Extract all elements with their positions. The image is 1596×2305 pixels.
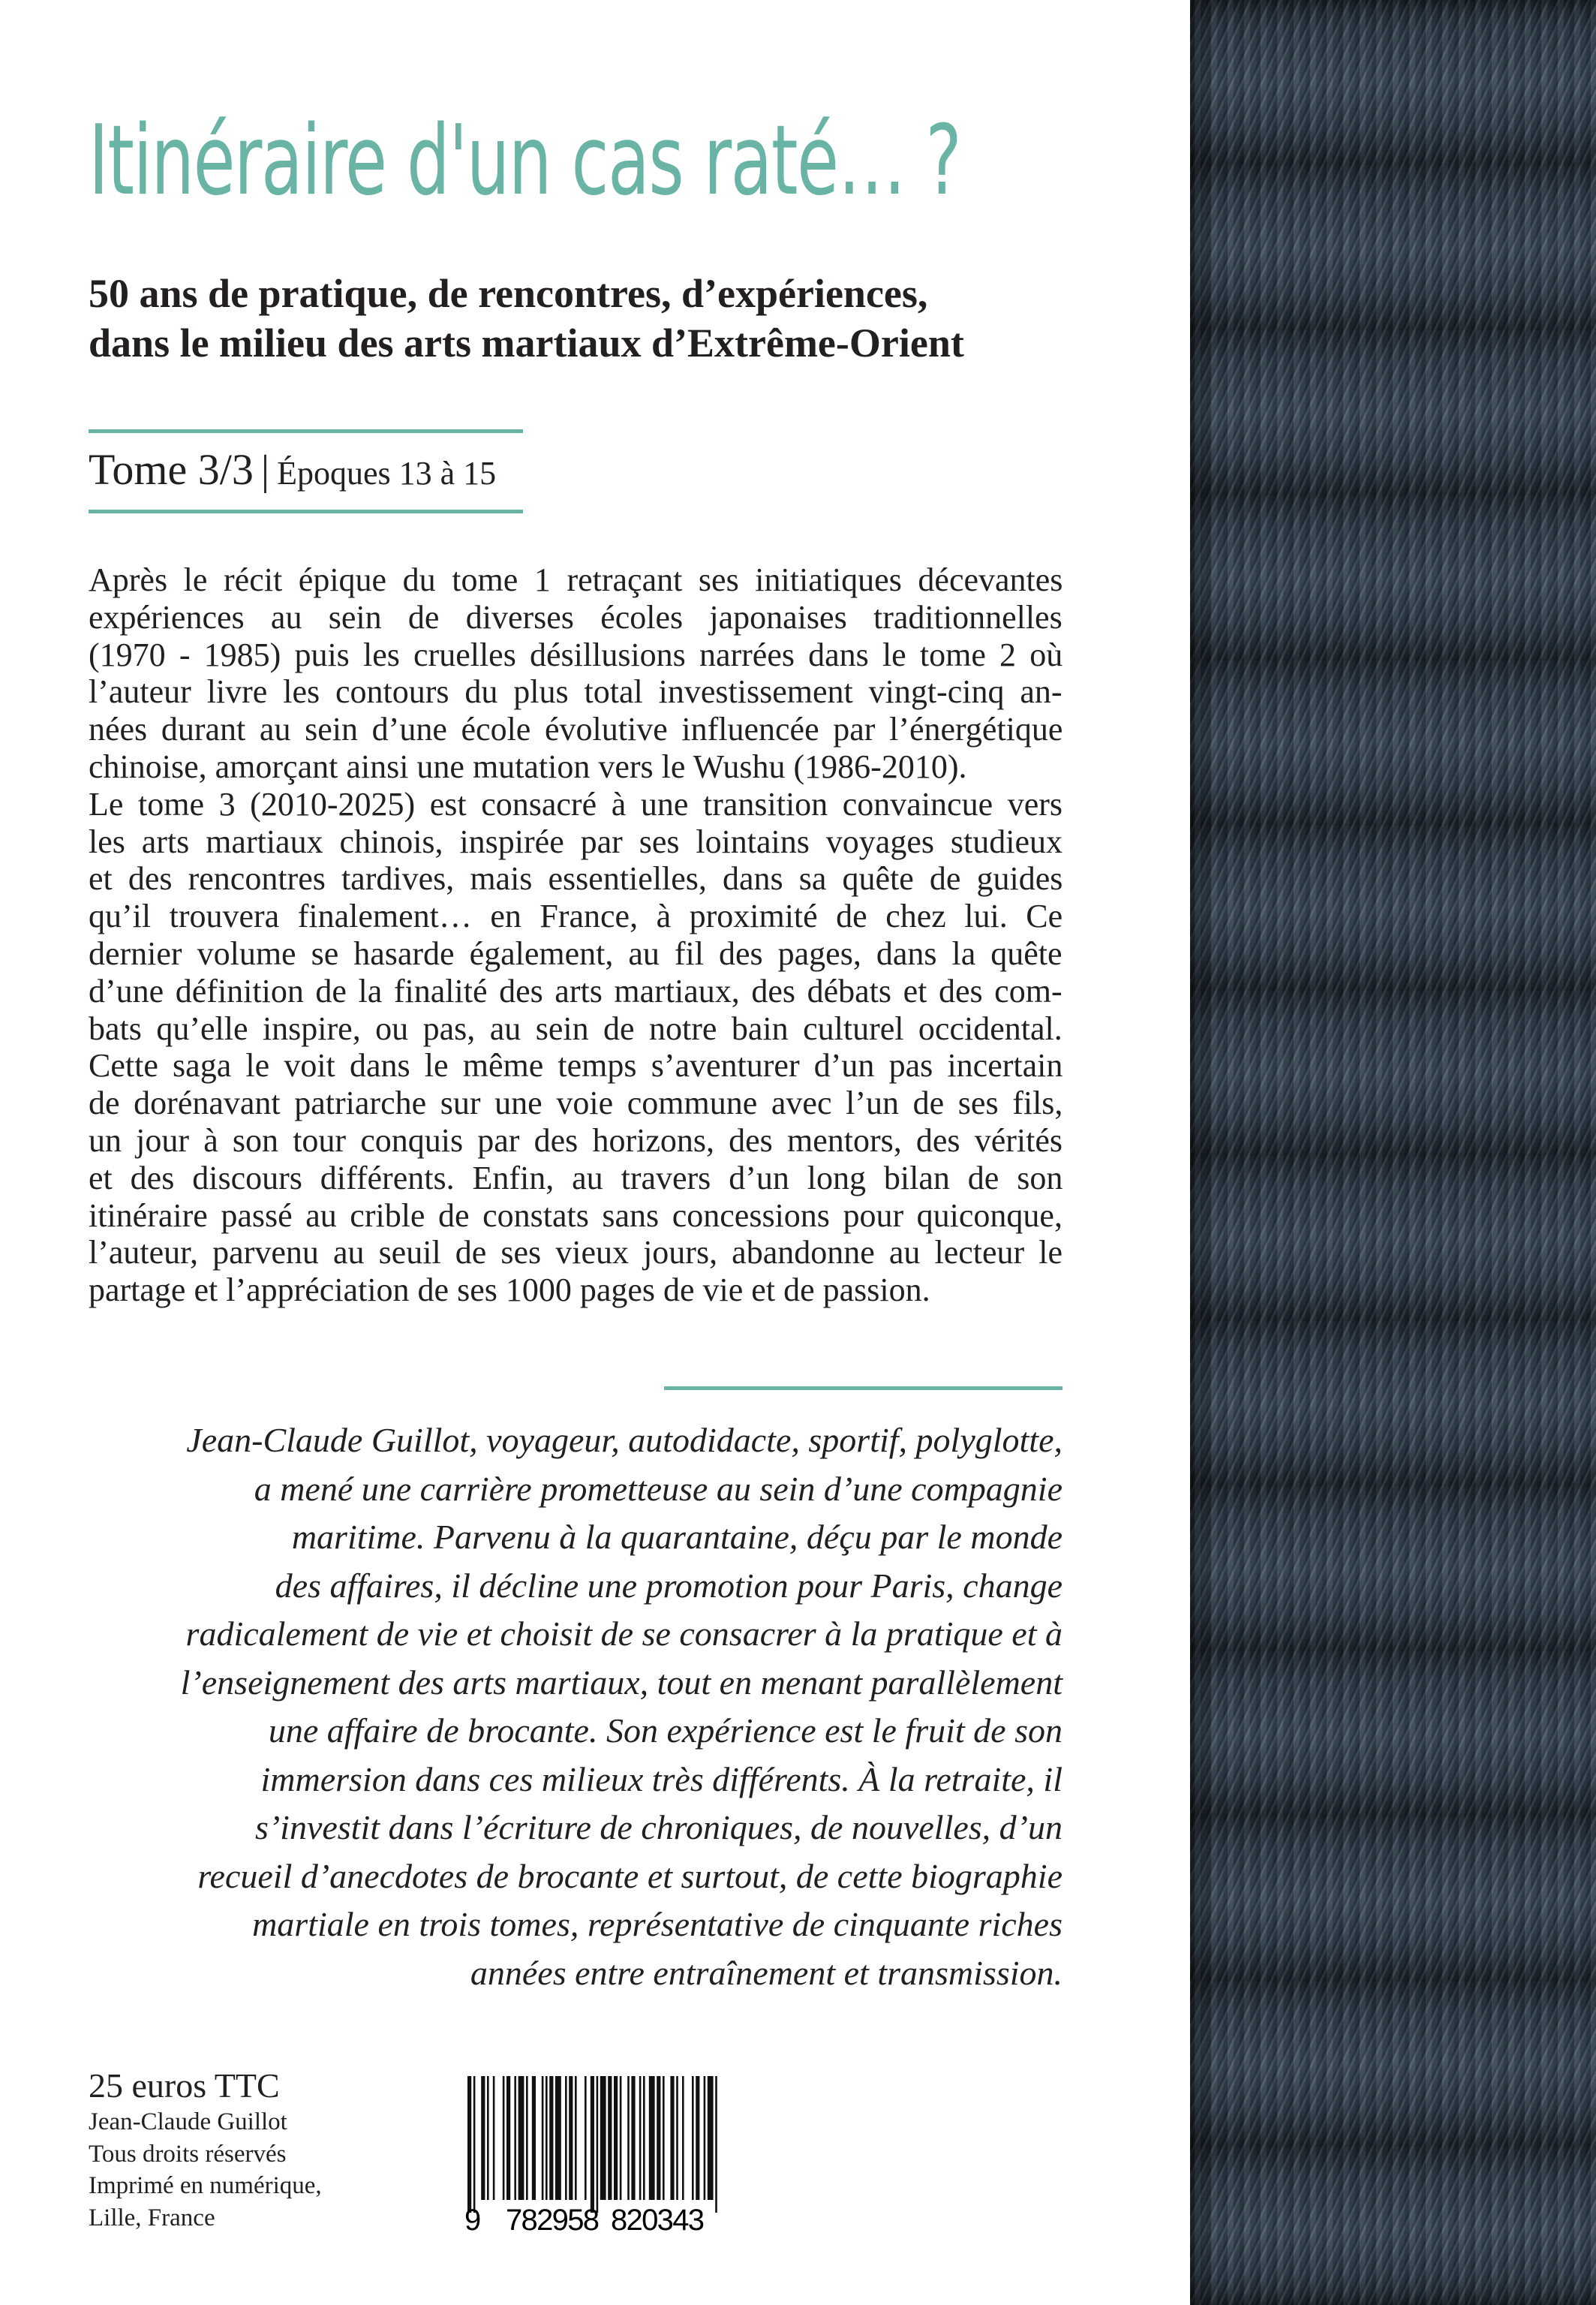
summary-line: Cette saga le voit dans le même temps s’aventurer d’un pas incertain: [89, 1047, 1063, 1085]
bio-line: martiale en trois tomes, représentative de cinquante riches: [252, 1905, 1062, 1943]
summary-line: partage et l’appréciation de ses 1000 pages de vie et de passion.: [89, 1271, 930, 1309]
summary-line: de dorénavant patriarche sur une voie commune avec l’un de ses fils,: [89, 1085, 1063, 1122]
bio-line: maritime. Parvenu à la quarantaine, déçu par le monde: [291, 1518, 1062, 1556]
divider: [89, 510, 523, 513]
barcode-bar: [631, 2076, 635, 2200]
summary-line: l’auteur, parvenu au seuil de ses vieux jours, abandonne au lecteur le: [89, 1234, 1063, 1271]
summary-line: dernier volume se hasarde également, au fil des pages, dans la quête: [89, 934, 1062, 972]
book-subtitle: [89, 269, 964, 368]
bio-line: années entre entraînement et transmission.: [470, 1953, 1062, 1992]
barcode-bar: [649, 2076, 655, 2200]
barcode-bar: [591, 2076, 594, 2213]
barcode-bar: [639, 2076, 642, 2200]
barcode-bar: [600, 2076, 606, 2200]
imprint-line: Lille, France: [89, 2204, 215, 2231]
summary-line: itinéraire passé au crible de constats sans concessions pour quiconque,: [89, 1196, 1062, 1234]
divider: [664, 1386, 1062, 1390]
barcode-digit-first: 9: [464, 2204, 482, 2234]
bio-line: l’enseignement des arts martiaux, tout en menant parallèlement: [180, 1663, 1062, 1702]
summary-line: Après le récit épique du tome 1 retraçant ses initiatiques décevantes: [89, 561, 1063, 598]
summary-line: et des discours différents. Enfin, au travers d’un long bilan de son: [89, 1159, 1063, 1196]
bio-line: a mené une carrière prometteuse au sein d’une compagnie: [254, 1469, 1062, 1508]
barcode-bar: [670, 2076, 674, 2200]
barcode-bar: [549, 2076, 553, 2200]
barcode-bar: [663, 2076, 665, 2200]
epoques-label: Époques 13 à 15: [277, 455, 497, 492]
bio-line: des affaires, il décline une promotion pour Paris, change: [275, 1566, 1062, 1605]
bio-line: Jean-Claude Guillot, voyageur, autodidacte, sportif, polyglotte,: [186, 1421, 1062, 1459]
summary-line: expériences au sein de diverses écoles japonaises traditionnelles: [89, 598, 1062, 636]
price: 25 euros TTC: [89, 2066, 280, 2105]
tome-label: Tome 3/3: [89, 445, 254, 494]
subtitle-line: dans le milieu des arts martiaux d’Extrême-Orient: [89, 320, 964, 366]
summary-line: d’une définition de la finalité des arts martiaux, des débats et des com-: [89, 972, 1062, 1010]
barcode-bar: [473, 2076, 476, 2213]
summary-line: nées durant au sein d’une école évolutive influencée par l’énergétique: [89, 711, 1063, 748]
barcode-bar: [526, 2076, 528, 2200]
barcode-bar: [692, 2076, 694, 2200]
barcode-bar: [532, 2076, 536, 2200]
barcode-bar: [715, 2076, 717, 2213]
imprint-line: Imprimé en numérique,: [89, 2172, 322, 2199]
barcode-bar: [696, 2076, 699, 2200]
book-title: Itinéraire d'un cas raté… ?: [89, 105, 961, 217]
summary-text: [89, 561, 1062, 1309]
barcode-bar: [555, 2076, 561, 2200]
barcode-bar: [493, 2076, 495, 2200]
summary-line: et des rencontres tardives, mais essentielles, dans sa quête de guides: [89, 860, 1063, 898]
summary-line: l’auteur livre les contours du plus total investissement vingt-cinq an-: [89, 673, 1062, 711]
barcode-bar: [585, 2076, 587, 2200]
bio-line: radicalement de vie et choisit de se consacrer à la pratique et à: [185, 1614, 1062, 1653]
separator: |: [260, 447, 270, 494]
barcode-digits-right: 820343: [611, 2204, 705, 2234]
barcode-bar: [704, 2076, 706, 2200]
barcode-bar: [708, 2076, 714, 2200]
summary-line: bats qu’elle inspire, ou pas, au sein de notre bain culturel occidental.: [89, 1010, 1062, 1047]
subtitle-line: 50 ans de pratique, de rencontres, d’expériences,: [89, 271, 928, 316]
summary-line: Le tome 3 (2010-2025) est consacré à une transition convaincue vers: [89, 785, 1063, 823]
barcode-bar: [467, 2076, 471, 2213]
barcode-bar: [676, 2076, 678, 2200]
barcode-bar: [506, 2076, 510, 2200]
barcode-bar: [597, 2076, 599, 2213]
bio-line: s’investit dans l’écriture de chroniques, de nouvelles, d’un: [254, 1808, 1062, 1846]
volume-info: [89, 444, 496, 495]
barcode-bar: [503, 2076, 505, 2200]
barcode-digits-left: 782958: [506, 2204, 600, 2234]
bio-line: recueil d’anecdotes de brocante et surtout, de cette biographie: [197, 1856, 1062, 1895]
barcode-bar: [627, 2076, 630, 2200]
bio-line: une affaire de brocante. Son expérience est le fruit de son: [268, 1711, 1062, 1750]
imprint-line: Jean-Claude Guillot: [89, 2108, 287, 2135]
barcode-bar: [569, 2076, 573, 2200]
barcode-bar: [481, 2076, 485, 2200]
barcode-bar: [518, 2076, 524, 2200]
bio-line: immersion dans ces milieux très différents. À la retraite, il: [260, 1759, 1062, 1798]
barcode-bar: [575, 2076, 577, 2200]
barcode-bar: [608, 2076, 612, 2200]
summary-line: un jour à son tour conquis par des horizons, des mentors, des vérités: [89, 1121, 1062, 1159]
imprint-line: Tous droits réservés: [89, 2140, 287, 2168]
author-bio: [89, 1416, 1062, 1997]
barcode-bar: [614, 2076, 618, 2200]
summary-line: chinoise, amorçant ainsi une mutation vers le Wushu (1986-2010).: [89, 748, 967, 785]
summary-line: les arts martiaux chinois, inspirée par ses lointains voyages studieux: [89, 823, 1062, 860]
summary-line: qu’il trouvera finalement… en France, à proximité de chez lui. Ce: [89, 898, 1063, 935]
barcode-bar: [657, 2076, 660, 2200]
isbn-barcode: [464, 2076, 723, 2234]
barcode-bar: [620, 2076, 622, 2200]
barcode-bar: [514, 2076, 516, 2200]
barcode-bar: [487, 2076, 489, 2200]
summary-line: (1970 - 1985) puis les cruelles désillusions narrées dans le tome 2 où: [89, 636, 1063, 673]
divider: [89, 429, 523, 433]
barcode-bar: [682, 2076, 684, 2200]
barcode-bar: [542, 2076, 544, 2200]
barcode-bar: [546, 2076, 548, 2200]
imprint: [89, 2066, 322, 2234]
barcode-bar: [643, 2076, 645, 2200]
knit-fabric-panel: [1190, 0, 1596, 2305]
barcode-bar: [565, 2076, 567, 2200]
